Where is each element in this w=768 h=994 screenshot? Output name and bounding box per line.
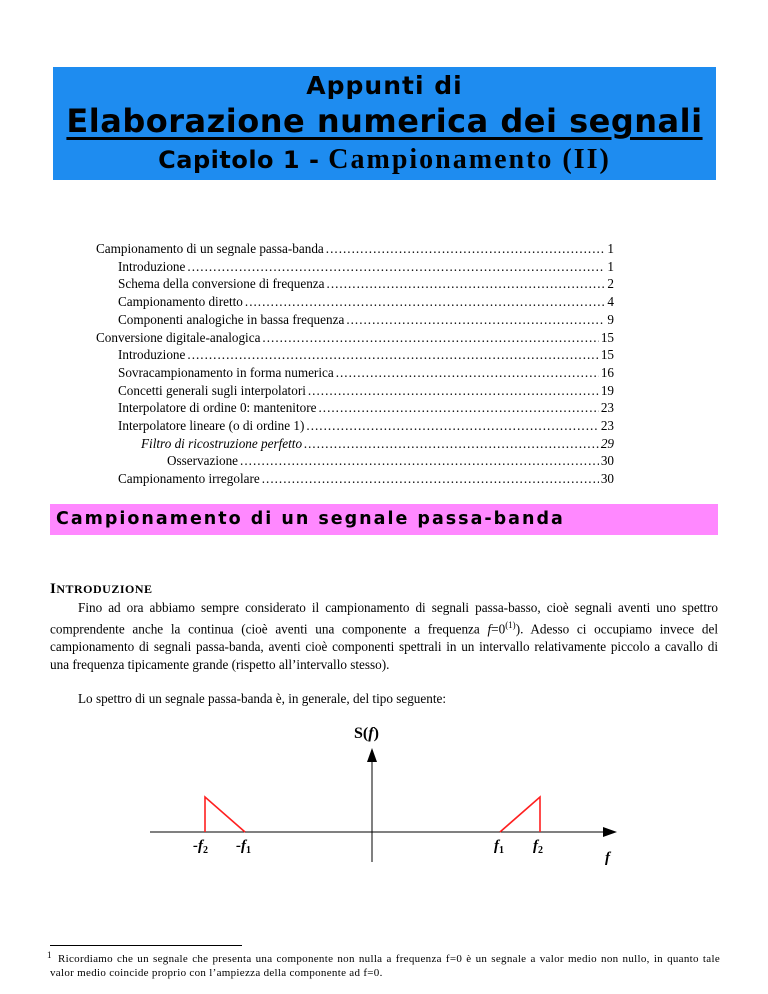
x-axis-arrow bbox=[603, 827, 617, 837]
negative-band bbox=[205, 797, 245, 832]
toc-entry[interactable]: Schema della conversione di frequenza ..... 2 bbox=[96, 275, 614, 293]
subsection-heading: INTRODUZIONE bbox=[50, 581, 153, 597]
chapter-label: Capitolo 1 - bbox=[158, 146, 329, 174]
tick-neg-f1: $-f_1$ bbox=[236, 838, 251, 856]
toc-entry[interactable]: Campionamento irregolare ..... 30 bbox=[96, 470, 614, 488]
toc-entry[interactable]: Osservazione ..... 30 bbox=[96, 452, 614, 470]
toc-entry[interactable]: Introduzione ..... 15 bbox=[96, 346, 614, 364]
footnote bbox=[47, 950, 720, 980]
tick-neg-f2: $-f_2$ bbox=[193, 838, 208, 856]
chapter-subject: Campionamento (II) bbox=[328, 144, 611, 175]
title-main: Elaborazione numerica dei segnali bbox=[66, 102, 703, 140]
footnote-divider bbox=[50, 945, 242, 946]
y-axis-arrow bbox=[367, 748, 377, 762]
x-axis-label: f bbox=[605, 850, 610, 866]
paragraph-intro: Fino ad ora abbiamo sempre considerato il campionamento di segnali passa-basso, cioè segnali aventi uno spettro comprendente anche la continua (cioè aventi una componente a frequenza $f=0^{(1)}$). Adesso ci occupiamo invece del campionamento di segnali passa-banda, aventi cioè componenti spettrali in un intervallo relativamente piccolo a cavallo di una frequenza tipicamente grande (rispetto all’intervallo stesso). bbox=[50, 600, 718, 672]
table-of-contents bbox=[96, 240, 614, 488]
y-axis-label: S(f) bbox=[354, 725, 379, 742]
positive-band bbox=[500, 797, 540, 832]
tick-f2: $f_2$ bbox=[533, 838, 543, 856]
toc-entry[interactable]: Concetti generali sugli interpolatori ..... 19 bbox=[96, 382, 614, 400]
toc-entry[interactable]: Campionamento di un segnale passa-banda ..... 1 bbox=[96, 240, 614, 258]
toc-entry[interactable]: Componenti analogiche in bassa frequenza ..... 9 bbox=[96, 311, 614, 329]
footnote-text: Ricordiamo che un segnale che presenta una componente non nulla a frequenza f=0 è un segnale a valor medio non nullo, in quanto tale valor medio coincide proprio con l’ampiezza della componente ad f=0. bbox=[50, 953, 720, 979]
footnote-mark: 1 bbox=[47, 950, 52, 960]
toc-entry[interactable]: Filtro di ricostruzione perfetto ..... 29 bbox=[96, 435, 614, 453]
title-line-appunti: Appunti di bbox=[306, 71, 463, 100]
toc-entry[interactable]: Interpolatore lineare (o di ordine 1) ..... 23 bbox=[96, 417, 614, 435]
toc-entry[interactable]: Conversione digitale-analogica ..... 15 bbox=[96, 329, 614, 347]
footnote-reference[interactable]: (1) bbox=[505, 619, 516, 630]
section-heading: Campionamento di un segnale passa-banda bbox=[50, 504, 718, 535]
paragraph-spectrum: Lo spettro di un segnale passa-banda è, in generale, del tipo seguente: bbox=[78, 691, 447, 706]
toc-entry[interactable]: Campionamento diretto ..... 4 bbox=[96, 293, 614, 311]
toc-entry[interactable]: Interpolatore di ordine 0: mantenitore ..... 23 bbox=[96, 399, 614, 417]
spectrum-figure bbox=[0, 720, 768, 900]
toc-entry[interactable]: Sovracampionamento in forma numerica ..... 16 bbox=[96, 364, 614, 382]
tick-f1: $f_1$ bbox=[494, 838, 504, 856]
toc-entry[interactable]: Introduzione ..... 1 bbox=[96, 258, 614, 276]
title-chapter bbox=[53, 144, 716, 176]
title-box bbox=[53, 67, 716, 180]
